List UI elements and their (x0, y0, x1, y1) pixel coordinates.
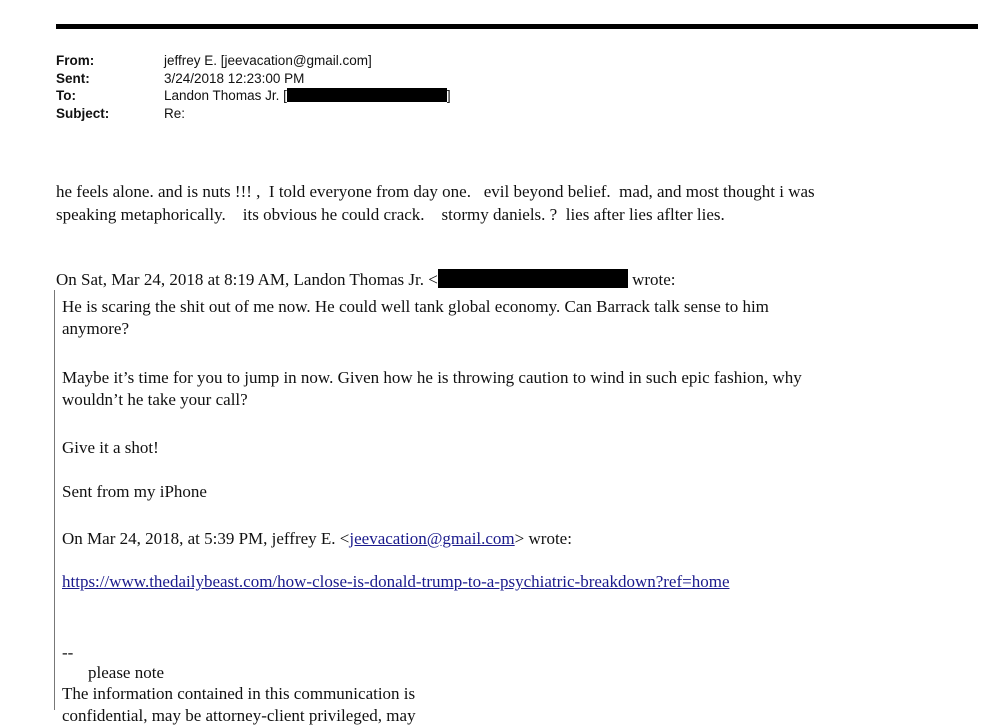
attribution-prefix: On Sat, Mar 24, 2018 at 8:19 AM, Landon Thomas Jr. < (56, 270, 438, 289)
from-row (56, 52, 451, 70)
redaction-box (438, 269, 628, 288)
reply-line-1: he feels alone. and is nuts !!! , I told everyone from day one. evil beyond belief. mad, and most thought i was (56, 182, 815, 201)
inner-attribution (62, 528, 572, 550)
to-row (56, 87, 451, 105)
reply-line-2: speaking metaphorically. its obvious he could crack. stormy daniels. ? lies after lies aflter lies. (56, 205, 725, 224)
inner-attribution-prefix: On Mar 24, 2018, at 5:39 PM, jeffrey E. < (62, 529, 350, 548)
to-close-bracket: ] (446, 88, 451, 103)
reply-body (56, 180, 986, 226)
signature-dash: -- (62, 643, 74, 662)
attribution-suffix: wrote: (627, 270, 676, 289)
inner-attribution-suffix: > wrote: (514, 529, 572, 548)
sent-from-iphone: Sent from my iPhone (62, 482, 207, 501)
to-label: To: (56, 88, 76, 103)
from-label: From: (56, 53, 95, 68)
article-link[interactable]: https://www.thedailybeast.com/how-close-is-donald-trump-to-a-psychiatric-breakdown?ref=home (62, 572, 730, 591)
top-rule (56, 24, 978, 29)
disclaimer-line: The information contained in this communication is (62, 684, 416, 703)
quoted-attribution (56, 269, 676, 291)
quoted-paragraph-3: Give it a shot! (62, 438, 159, 457)
sent-row (56, 70, 451, 88)
sent-label: Sent: (56, 70, 90, 86)
subject-label: Subject: (56, 105, 110, 121)
please-note: please note (88, 663, 164, 682)
quoted-line: Maybe it’s time for you to jump in now. Given how he is throwing caution to wind in such epic fashion, why (62, 368, 802, 387)
quoted-paragraph-2 (62, 367, 802, 411)
from-value: jeffrey E. [jeevacation@gmail.com] (164, 53, 372, 68)
to-value: Landon Thomas Jr. [ (164, 88, 287, 103)
email-link[interactable]: jeevacation@gmail.com (349, 529, 515, 548)
sent-value: 3/24/2018 12:23:00 PM (164, 70, 305, 86)
disclaimer-cutoff-line: confidential, may be attorney-client privileged, may (62, 706, 416, 725)
article-link-line (62, 571, 730, 593)
subject-value: Re: (164, 105, 186, 121)
quoted-paragraph-1 (62, 296, 769, 340)
email-header (56, 52, 451, 122)
quoted-line: anymore? (62, 319, 130, 338)
subject-row (56, 105, 451, 123)
quote-bar (54, 290, 55, 710)
quoted-line: wouldn’t he take your call? (62, 390, 248, 409)
quoted-line: He is scaring the shit out of me now. He could well tank global economy. Can Barrack talk sense to him (62, 297, 769, 316)
redaction-box (287, 88, 447, 102)
